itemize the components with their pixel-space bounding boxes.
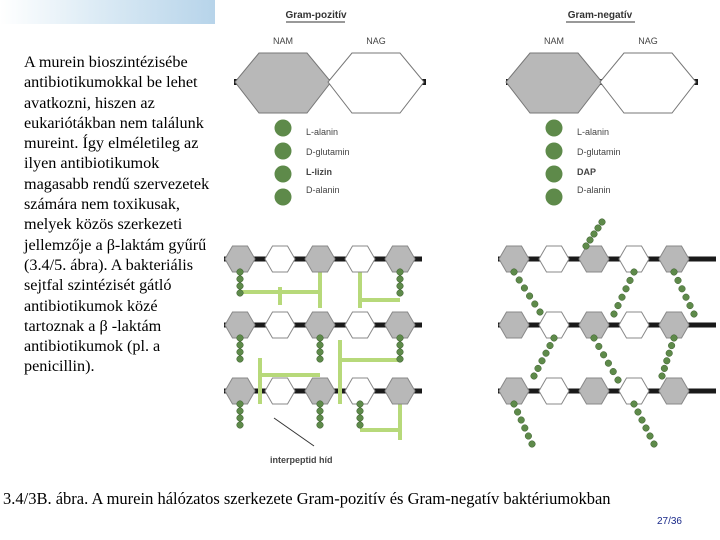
gn-lattice-hex-1-1 xyxy=(539,312,569,338)
gp-chain-d-2 xyxy=(317,349,324,356)
gn-link-f-1 xyxy=(596,343,603,350)
gn-link-c-1 xyxy=(547,342,554,349)
gn-lattice-hex-1-2 xyxy=(579,312,609,338)
gp-chain-d-0 xyxy=(317,335,324,342)
gn-link-f-3 xyxy=(605,360,612,367)
gn-link-e-0 xyxy=(671,269,678,276)
gn-link-c-5 xyxy=(531,373,538,380)
gn-link-a-0 xyxy=(599,219,606,226)
gp-chain-c-3 xyxy=(237,422,244,429)
page-number: 27/36 xyxy=(656,516,682,527)
gn-lattice-hex-0-4 xyxy=(659,246,689,272)
gp-chain-e-3 xyxy=(317,422,324,429)
gn-link-e-4 xyxy=(687,302,694,309)
gp-chain-b-0 xyxy=(237,335,244,342)
gp-nam-hexagon xyxy=(235,53,331,113)
gn-bead-3 xyxy=(546,166,563,183)
gram-positive-title: Gram-pozitív xyxy=(285,10,347,21)
gn-lattice-hex-0-2 xyxy=(579,246,609,272)
gn-link-d-1 xyxy=(627,277,634,284)
gp-chain-d-3 xyxy=(317,356,324,363)
gn-bead-2 xyxy=(546,143,563,160)
gp-lattice-hex-2-1 xyxy=(265,378,295,404)
gp-bead-2 xyxy=(275,143,292,160)
gp-chain-a-0 xyxy=(237,269,244,276)
gp-lattice-hex-2-2 xyxy=(305,378,335,404)
gp-nam-label: NAM xyxy=(273,36,293,46)
gn-link-d-5 xyxy=(611,311,618,318)
gn-nam-hexagon xyxy=(506,53,602,113)
gn-lattice-hex-1-0 xyxy=(499,312,529,338)
gn-chain-label-2: D-glutamin xyxy=(577,147,621,157)
gn-lattice-hex-2-1 xyxy=(539,378,569,404)
gn-link-b-4 xyxy=(532,301,539,308)
gn-link-d-0 xyxy=(631,269,638,276)
gn-link-b-5 xyxy=(537,309,544,316)
gn-link-h-3 xyxy=(522,425,529,432)
gn-link-c-3 xyxy=(539,358,546,365)
gp-lattice-hex-0-0 xyxy=(225,246,255,272)
gn-link-b-3 xyxy=(526,293,533,300)
gn-nag-hexagon xyxy=(600,53,696,113)
gp-lattice-hex-2-4 xyxy=(385,378,415,404)
gp-chain-f-3 xyxy=(397,290,404,297)
gn-link-b-2 xyxy=(521,285,528,292)
gn-link-b-1 xyxy=(516,277,523,284)
gp-chain-a-3 xyxy=(237,290,244,297)
gp-lattice-hex-1-4 xyxy=(385,312,415,338)
gp-chain-b-3 xyxy=(237,356,244,363)
gn-link-b-0 xyxy=(511,269,518,276)
gn-link-e-2 xyxy=(679,286,686,293)
gn-lattice-hex-2-3 xyxy=(619,378,649,404)
gn-link-h-5 xyxy=(529,441,536,448)
gp-chain-h-0 xyxy=(357,401,364,408)
gn-link-e-1 xyxy=(675,277,682,284)
gp-chain-g-1 xyxy=(397,342,404,349)
gp-bead-3 xyxy=(275,166,292,183)
gn-link-a-4 xyxy=(583,243,590,250)
gp-chain-d-1 xyxy=(317,342,324,349)
gn-chain-label-1: L-alanin xyxy=(577,127,610,137)
gp-chain-h-3 xyxy=(357,422,364,429)
gp-lattice-hex-1-1 xyxy=(265,312,295,338)
gn-lattice-hex-2-0 xyxy=(499,378,529,404)
gn-link-i-0 xyxy=(631,401,638,408)
gp-chain-e-2 xyxy=(317,415,324,422)
gp-chain-label-4: D-alanin xyxy=(306,185,340,195)
interpeptide-label: interpeptid híd xyxy=(270,455,333,465)
gn-lattice-hex-0-1 xyxy=(539,246,569,272)
interpeptide-pointer xyxy=(274,418,314,446)
gn-lattice-hex-0-3 xyxy=(619,246,649,272)
gp-chain-f-1 xyxy=(397,276,404,283)
gn-link-c-2 xyxy=(543,350,550,357)
gp-chain-a-1 xyxy=(237,276,244,283)
gn-link-h-1 xyxy=(514,409,521,416)
gn-link-g-1 xyxy=(668,342,675,349)
gp-lattice-hex-0-2 xyxy=(305,246,335,272)
gp-chain-b-1 xyxy=(237,342,244,349)
gn-bead-1 xyxy=(546,120,563,137)
gn-link-i-3 xyxy=(643,425,650,432)
gp-chain-label-3: L-lizin xyxy=(306,167,332,177)
figure-caption: 3.4/3B. ábra. A murein hálózatos szerkezete Gram-pozitív és Gram-negatív baktériumokban xyxy=(3,489,611,508)
gn-link-i-4 xyxy=(647,433,654,440)
gp-lattice-hex-0-3 xyxy=(345,246,375,272)
gp-chain-c-0 xyxy=(237,401,244,408)
gp-lattice-hex-0-1 xyxy=(265,246,295,272)
gp-lattice-hex-1-3 xyxy=(345,312,375,338)
gn-link-f-0 xyxy=(591,335,598,342)
gn-link-d-3 xyxy=(619,294,626,301)
gn-link-i-1 xyxy=(635,409,642,416)
gp-lattice-hex-1-0 xyxy=(225,312,255,338)
gp-chain-g-0 xyxy=(397,335,404,342)
gn-link-g-5 xyxy=(659,373,666,380)
gp-bead-4 xyxy=(275,189,292,206)
gn-lattice-hex-0-0 xyxy=(499,246,529,272)
gp-chain-e-0 xyxy=(317,401,324,408)
gp-chain-h-1 xyxy=(357,408,364,415)
gp-chain-label-2: D-glutamin xyxy=(306,147,350,157)
gn-lattice-hex-1-4 xyxy=(659,312,689,338)
gn-lattice-hex-1-3 xyxy=(619,312,649,338)
gn-link-d-4 xyxy=(615,302,622,309)
header-accent-bar xyxy=(0,0,215,24)
gn-nag-label: NAG xyxy=(638,36,658,46)
gp-chain-b-2 xyxy=(237,349,244,356)
gn-link-c-0 xyxy=(551,335,558,342)
gp-chain-g-3 xyxy=(397,356,404,363)
gp-lattice-hex-2-3 xyxy=(345,378,375,404)
gn-link-f-4 xyxy=(610,368,617,375)
gn-link-e-5 xyxy=(691,311,698,318)
gn-link-g-0 xyxy=(671,335,678,342)
gp-lattice-hex-1-2 xyxy=(305,312,335,338)
murein-figure xyxy=(214,0,720,472)
gp-lattice-hex-2-0 xyxy=(225,378,255,404)
gram-negative-title: Gram-negatív xyxy=(567,10,633,21)
murein-diagram xyxy=(214,0,720,472)
gn-link-a-2 xyxy=(591,231,598,238)
gn-link-i-2 xyxy=(639,417,646,424)
gp-chain-a-2 xyxy=(237,283,244,290)
gn-link-g-3 xyxy=(664,358,671,365)
gn-link-g-2 xyxy=(666,350,673,357)
gn-link-e-3 xyxy=(683,294,690,301)
gp-chain-label-1: L-alanin xyxy=(306,127,339,137)
gp-lattice-hex-0-4 xyxy=(385,246,415,272)
gn-link-c-4 xyxy=(535,365,542,372)
gn-link-f-2 xyxy=(600,352,607,359)
gp-chain-c-2 xyxy=(237,415,244,422)
gn-link-f-5 xyxy=(615,377,622,384)
body-text: A murein bioszintézisébe antibiotikumokkal be lehet avatkozni, hiszen az eukariótákban nem találunk mureint. Így elméletileg az ilyen antibiotikumok magasabb rendű szervezetek számára nem toxikusak, melyek közös szerkezeti jellemzője a β-laktám gyűrű (3.4/5. ábra). A bakteriális sejtfal szintézisét gátló antibiotikumok közé tartoznak a β -laktám antibiotikumok (pl. a penicillin). xyxy=(24,53,210,376)
gn-link-a-3 xyxy=(587,237,594,244)
gn-link-h-2 xyxy=(518,417,525,424)
gp-chain-h-2 xyxy=(357,415,364,422)
gn-chain-label-4: D-alanin xyxy=(577,185,611,195)
gn-link-g-4 xyxy=(661,365,668,372)
gp-chain-f-2 xyxy=(397,283,404,290)
gn-nam-label: NAM xyxy=(544,36,564,46)
gp-nag-hexagon xyxy=(328,53,424,113)
gn-link-h-4 xyxy=(525,433,532,440)
gn-link-a-1 xyxy=(595,225,602,232)
gn-link-d-2 xyxy=(623,286,630,293)
gp-chain-c-1 xyxy=(237,408,244,415)
gn-chain-label-3: DAP xyxy=(577,167,597,177)
gp-chain-e-1 xyxy=(317,408,324,415)
gp-bead-1 xyxy=(275,120,292,137)
gn-link-i-5 xyxy=(651,441,658,448)
gp-chain-f-0 xyxy=(397,269,404,276)
gn-bead-4 xyxy=(546,189,563,206)
gn-link-h-0 xyxy=(511,401,518,408)
gn-lattice-hex-2-4 xyxy=(659,378,689,404)
gp-chain-g-2 xyxy=(397,349,404,356)
gp-nag-label: NAG xyxy=(366,36,386,46)
gn-lattice-hex-2-2 xyxy=(579,378,609,404)
